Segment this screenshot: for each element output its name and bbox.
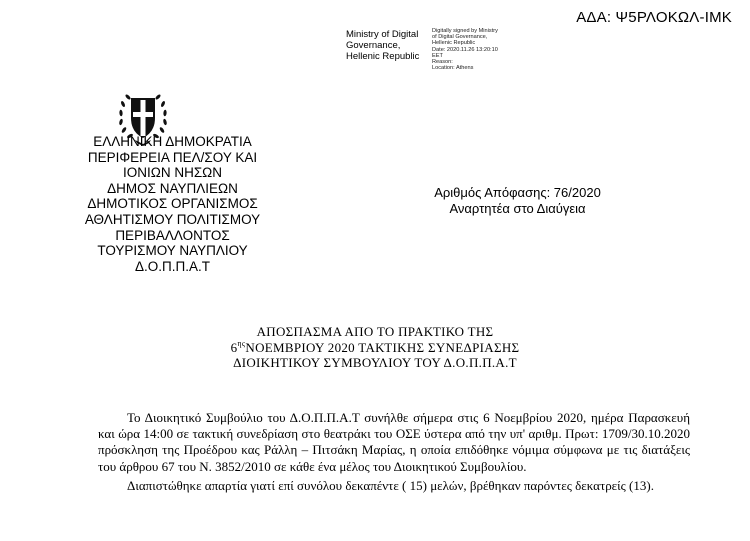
title-day: 6: [230, 339, 238, 355]
signature-detail-line: Date: 2020.11.26 13:20:10: [432, 46, 498, 53]
organization-line: Δ.Ο.Π.Π.Α.Τ: [134, 258, 211, 274]
digital-signature-details: [432, 28, 498, 71]
signature-detail-line: Digitally signed by Ministry: [432, 28, 498, 34]
document-body: [98, 410, 690, 494]
signature-detail-line: Location: Athens: [432, 65, 474, 72]
organization-line: ΔΗΜΟΣ ΝΑΥΠΛΙΕΩΝ: [107, 180, 238, 196]
title-line-3: ΔΙΟΙΚΗΤΙΚΟΥ ΣΥΜΒΟΥΛΙΟΥ ΤΟΥ Δ.Ο.Π.Π.Α.Τ: [233, 355, 517, 370]
signer-line: Ministry of Digital: [346, 29, 419, 40]
signature-detail-line: of Digital Governance,: [432, 34, 488, 41]
organization-line: ΕΛΛΗΝΙΚΗ ΔΗΜΟΚΡΑΤΙΑ: [93, 134, 252, 149]
body-paragraph-1: Το Διοικητικό Συμβούλιο του Δ.Ο.Π.Π.Α.Τ συνήλθε σήμερα στις 6 Νοεμβρίου 2020, ημέρα Παρασκευή και ώρα 14:00 σε τακτική συνεδρίαση στο θεατράκι του ΟΣΕ ύστερα από την υπ' αριθμ. Πρωτ: 1709/30.10.2020 πρόσκληση της Προέδρου κας Ράλλη – Πιτσάκη Μαρίας, η οποία επιδόθηκε νόμιμα σύμφωνα με τις διατάξεις του άρθρου 67 του Ν. 3852/2010 σε κάθε ένα μέλος του Διοικητικού Συμβουλίου.: [98, 410, 690, 474]
organization-line: ΤΟΥΡΙΣΜΟΥ ΝΑΥΠΛΙΟΥ: [97, 243, 248, 259]
title-day-suffix: ης: [237, 338, 246, 348]
signature-detail-line: Reason:: [432, 59, 453, 66]
diavgeia-posting-note: Αναρτητέα στο Διαύγεια: [449, 201, 586, 216]
decision-info: [395, 185, 640, 217]
signer-line: Hellenic Republic: [346, 51, 420, 62]
signature-detail-line: Hellenic Republic: [432, 40, 476, 47]
digital-signature-signer: [346, 29, 419, 62]
ada-code: ΑΔΑ: Ψ5ΡΛΟΚΩΛ-ΙΜΚ: [576, 9, 732, 26]
organization-line: ΠΕΡΙΦΕΡΕΙΑ ΠΕΛ/ΣΟΥ ΚΑΙ: [87, 149, 258, 165]
signer-line: Governance,: [346, 40, 401, 51]
issuing-organization: [55, 134, 290, 274]
title-line-2: [150, 340, 600, 356]
organization-line: ΔΗΜΟΤΙΚΟΣ ΟΡΓΑΝΙΣΜΟΣ: [87, 196, 258, 212]
organization-line: ΠΕΡΙΒΑΛΛΟΝΤΟΣ: [115, 227, 230, 243]
title-date-rest: ΝΟΕΜΒΡΙΟΥ 2020 ΤΑΚΤΙΚΗΣ ΣΥΝΕΔΡΙΑΣΗΣ: [245, 339, 520, 355]
signature-detail-line: EET: [432, 52, 443, 59]
organization-line: ΙΟΝΙΩΝ ΝΗΣΩΝ: [122, 165, 223, 181]
organization-line: ΑΘΛΗΤΙΣΜΟΥ ΠΟΛΙΤΙΣΜΟΥ: [84, 211, 261, 227]
body-paragraph-2: Διαπιστώθηκε απαρτία γιατί επί συνόλου δεκαπέντε ( 15) μελών, βρέθηκαν παρόντες δεκατρείς (13).: [127, 477, 654, 493]
document-title: [150, 324, 600, 371]
title-line-1: ΑΠΟΣΠΑΣΜΑ ΑΠΟ ΤΟ ΠΡΑΚΤΙΚΟ ΤΗΣ: [256, 324, 494, 339]
decision-number: Αριθμός Απόφασης: 76/2020: [434, 185, 601, 200]
